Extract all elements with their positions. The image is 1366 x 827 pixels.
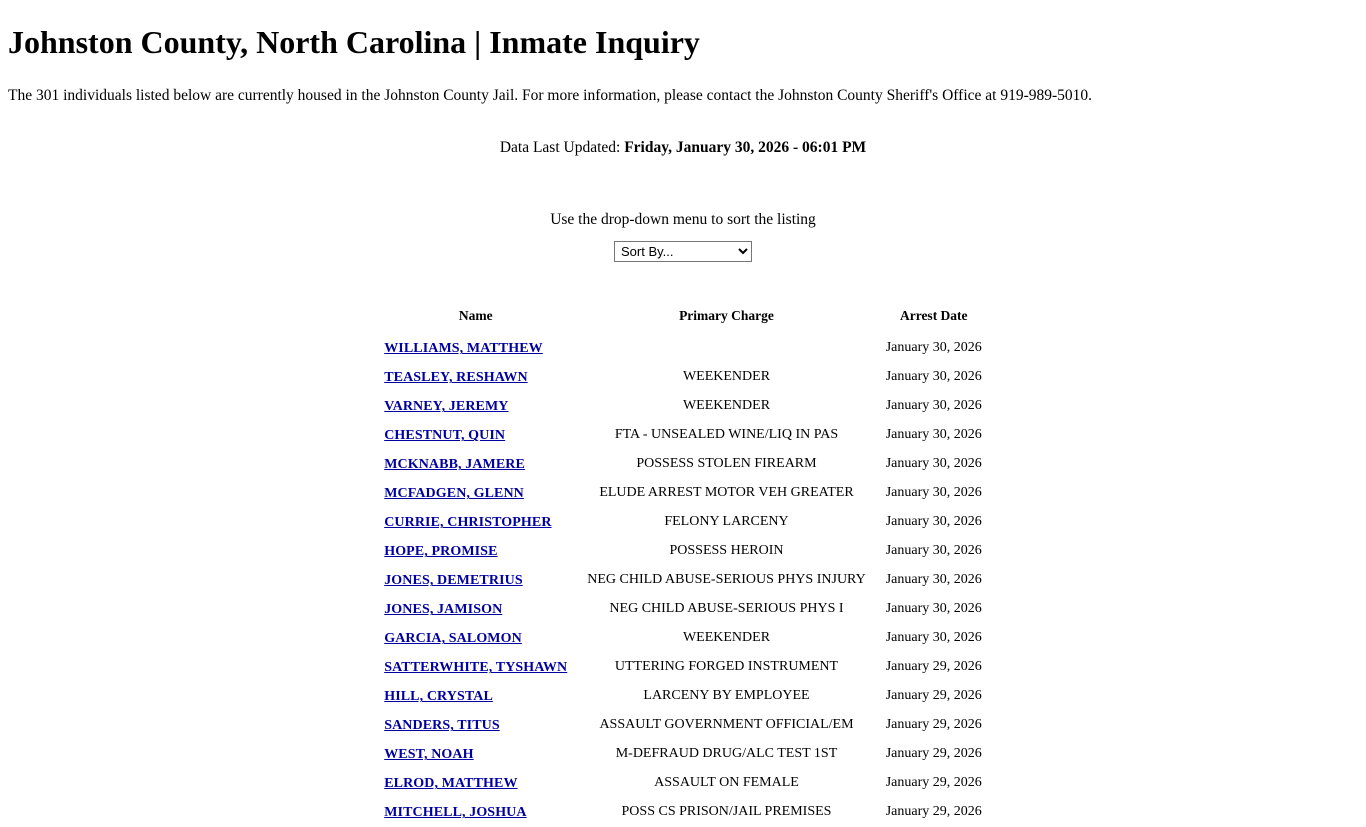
inmate-name-link[interactable]: GARCIA, SALOMON — [384, 631, 522, 647]
cell-name — [374, 624, 577, 653]
table-row — [374, 363, 992, 392]
cell-arrest-date: January 30, 2026 — [885, 485, 982, 501]
inmate-name-link[interactable]: HOPE, PROMISE — [384, 544, 498, 560]
cell-name — [374, 392, 577, 421]
inmate-name-link[interactable]: WEST, NOAH — [384, 747, 474, 763]
inmate-name-link[interactable]: WILLIAMS, MATTHEW — [384, 341, 543, 357]
last-updated-label: Data Last Updated: — [499, 139, 625, 157]
cell-name — [374, 479, 577, 508]
cell-primary-charge: LARCENY BY EMPLOYEE — [643, 688, 810, 704]
table-row — [374, 624, 992, 653]
table-row — [374, 479, 992, 508]
inmate-name-link[interactable]: SANDERS, TITUS — [384, 718, 500, 734]
cell-name — [374, 421, 577, 450]
page-title: Johnston County, North Carolina | Inmate Inquiry — [8, 24, 700, 60]
cell-arrest-date: January 30, 2026 — [885, 427, 982, 443]
table-row — [374, 334, 992, 363]
inmate-name-link[interactable]: TEASLEY, RESHAWN — [384, 370, 528, 386]
cell-primary-charge: FTA - UNSEALED WINE/LIQ IN PAS — [614, 427, 839, 443]
table-row — [374, 798, 992, 827]
cell-arrest-date: January 29, 2026 — [885, 746, 982, 762]
cell-arrest-date: January 29, 2026 — [885, 688, 982, 704]
table-row — [374, 421, 992, 450]
table-row — [374, 537, 992, 566]
inmate-name-link[interactable]: ELROD, MATTHEW — [384, 776, 518, 792]
cell-arrest-date: January 30, 2026 — [885, 398, 982, 414]
table-body — [374, 334, 992, 827]
inmate-name-link[interactable]: JONES, DEMETRIUS — [384, 573, 523, 589]
inmate-name-link[interactable]: MCKNABB, JAMERE — [384, 457, 525, 473]
cell-name — [374, 595, 577, 624]
cell-primary-charge: ASSAULT ON FEMALE — [654, 775, 799, 791]
cell-arrest-date: January 30, 2026 — [885, 456, 982, 472]
table-row — [374, 566, 992, 595]
table-row — [374, 711, 992, 740]
cell-arrest-date: January 29, 2026 — [885, 717, 982, 733]
cell-arrest-date: January 30, 2026 — [885, 340, 982, 356]
table-row — [374, 653, 992, 682]
column-header-name: Name — [458, 308, 493, 324]
cell-primary-charge: NEG CHILD ABUSE-SERIOUS PHYS INJURY — [587, 572, 866, 588]
sort-instruction: Use the drop-down menu to sort the listing — [550, 211, 816, 229]
cell-primary-charge: POSSESS HEROIN — [669, 543, 784, 559]
cell-arrest-date: January 29, 2026 — [885, 775, 982, 791]
cell-primary-charge: WEEKENDER — [682, 369, 771, 385]
cell-name — [374, 537, 577, 566]
cell-arrest-date: January 29, 2026 — [885, 804, 982, 820]
inmate-name-link[interactable]: CURRIE, CHRISTOPHER — [384, 515, 552, 531]
inmate-name-link[interactable]: MCFADGEN, GLENN — [384, 486, 524, 502]
cell-name — [374, 508, 577, 537]
cell-arrest-date: January 30, 2026 — [885, 543, 982, 559]
cell-arrest-date: January 29, 2026 — [885, 659, 982, 675]
inmate-name-link[interactable]: HILL, CRYSTAL — [384, 689, 493, 705]
column-header-charge: Primary Charge — [679, 308, 774, 324]
sort-select-container — [8, 241, 1358, 262]
inmate-name-link[interactable]: SATTERWHITE, TYSHAWN — [384, 660, 568, 676]
cell-arrest-date: January 30, 2026 — [885, 601, 982, 617]
table-row — [374, 769, 992, 798]
table-header-row — [374, 306, 992, 334]
cell-name — [374, 682, 577, 711]
cell-name — [374, 769, 577, 798]
cell-arrest-date: January 30, 2026 — [885, 630, 982, 646]
cell-primary-charge: WEEKENDER — [682, 630, 771, 646]
last-updated-line — [8, 139, 1358, 157]
cell-name — [374, 711, 577, 740]
cell-name — [374, 653, 577, 682]
column-header-date: Arrest Date — [899, 308, 968, 324]
cell-name — [374, 566, 577, 595]
cell-primary-charge: ELUDE ARREST MOTOR VEH GREATER — [599, 485, 854, 501]
inmate-name-link[interactable]: MITCHELL, JOSHUA — [384, 805, 527, 821]
cell-arrest-date: January 30, 2026 — [885, 514, 982, 530]
cell-arrest-date: January 30, 2026 — [885, 572, 982, 588]
cell-primary-charge — [577, 334, 875, 363]
inmate-roster-table — [374, 306, 992, 827]
table-row — [374, 392, 992, 421]
cell-name — [374, 450, 577, 479]
inmate-name-link[interactable]: JONES, JAMISON — [384, 602, 503, 618]
table-row — [374, 740, 992, 769]
cell-name — [374, 363, 577, 392]
table-row — [374, 595, 992, 624]
cell-primary-charge: POSSESS STOLEN FIREARM — [636, 456, 817, 472]
inmate-name-link[interactable]: VARNEY, JEREMY — [384, 399, 509, 415]
cell-name — [374, 334, 577, 363]
cell-primary-charge: ASSAULT GOVERNMENT OFFICIAL/EM — [599, 717, 854, 733]
table-row — [374, 450, 992, 479]
cell-primary-charge: FELONY LARCENY — [664, 514, 789, 530]
cell-primary-charge: UTTERING FORGED INSTRUMENT — [614, 659, 839, 675]
intro-text: The 301 individuals listed below are currently housed in the Johnston County Jail. For more information, please contact the Johnston County Sheriff's Office at 919-989-5010. — [8, 86, 1093, 104]
cell-name — [374, 798, 577, 827]
cell-primary-charge: NEG CHILD ABUSE-SERIOUS PHYS I — [609, 601, 844, 617]
cell-arrest-date: January 30, 2026 — [885, 369, 982, 385]
table-row — [374, 682, 992, 711]
cell-primary-charge: POSS CS PRISON/JAIL PREMISES — [621, 804, 832, 820]
cell-primary-charge: WEEKENDER — [682, 398, 771, 414]
cell-name — [374, 740, 577, 769]
table-row — [374, 508, 992, 537]
cell-primary-charge: M-DEFRAUD DRUG/ALC TEST 1ST — [615, 746, 838, 762]
table-header — [374, 306, 992, 334]
sort-by-select[interactable] — [614, 241, 752, 262]
inmate-name-link[interactable]: CHESTNUT, QUIN — [384, 428, 506, 444]
last-updated-value: Friday, January 30, 2026 - 06:01 PM — [624, 139, 867, 157]
